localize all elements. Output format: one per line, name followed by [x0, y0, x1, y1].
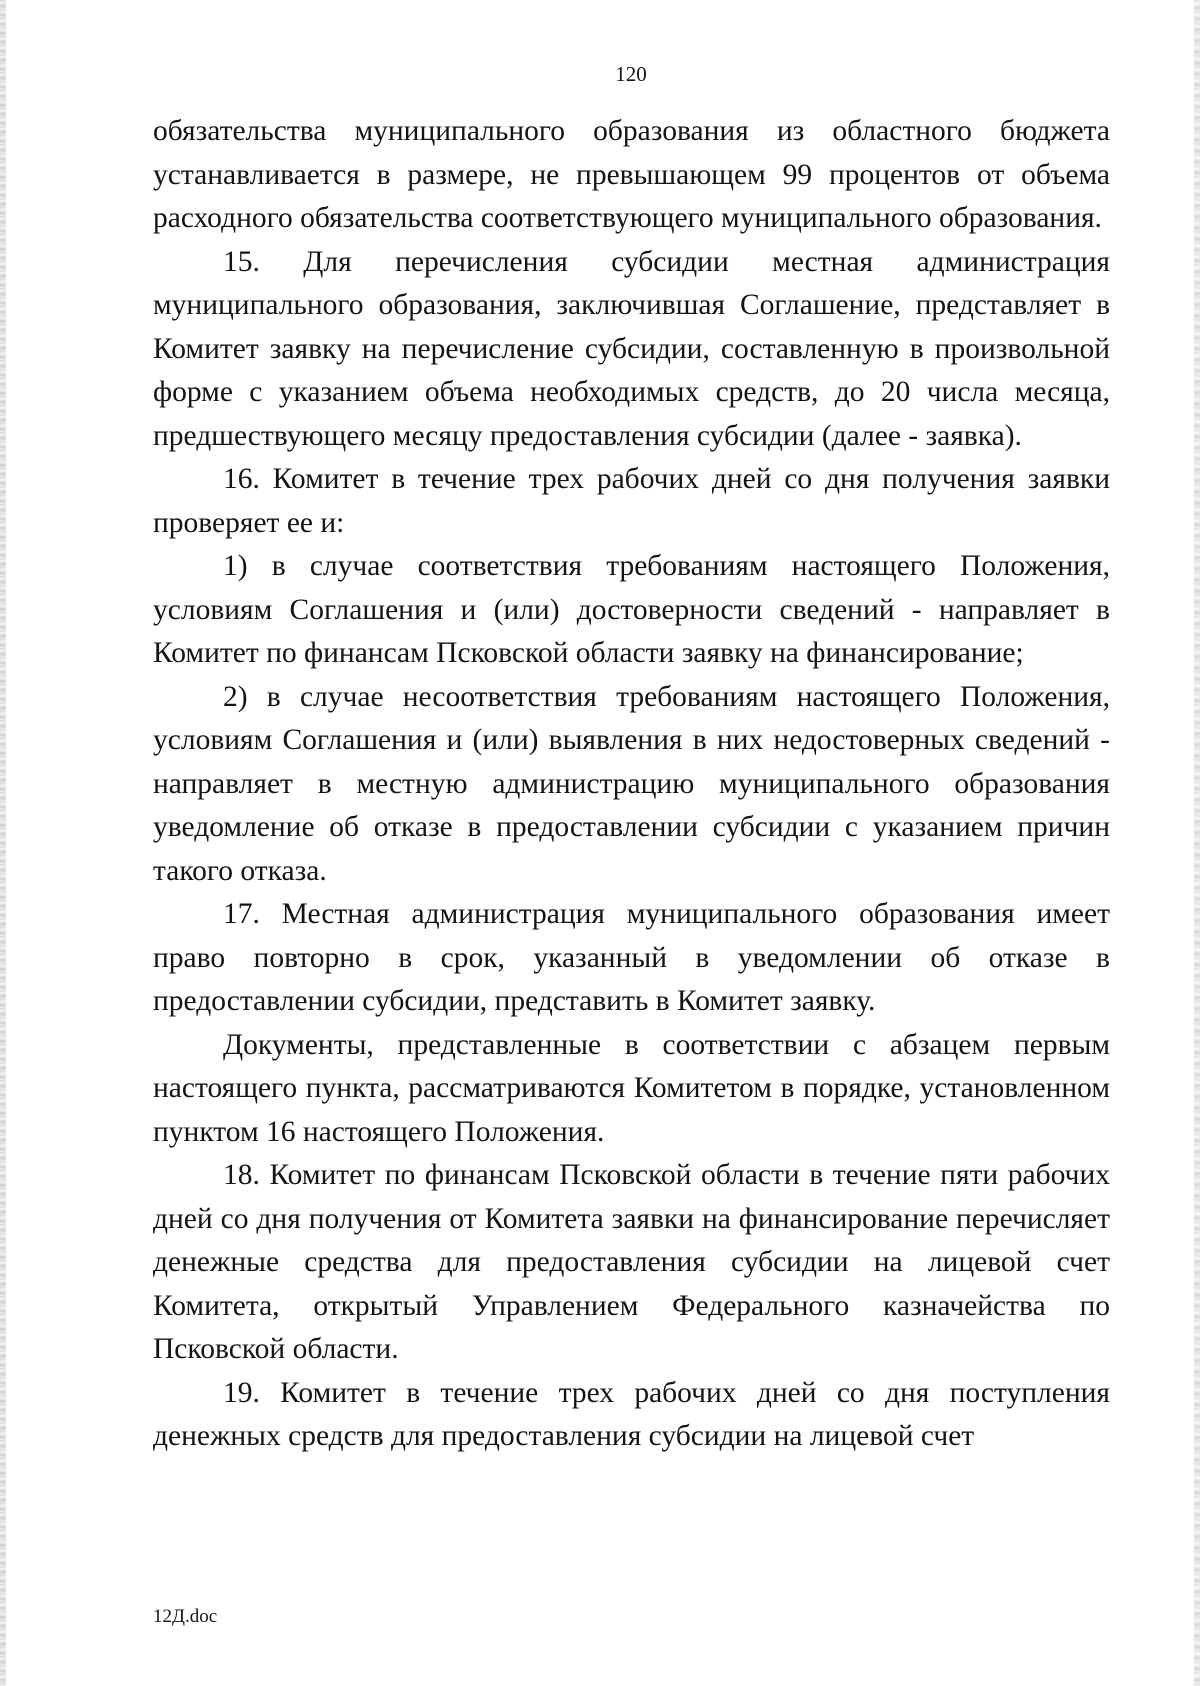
paragraph-item-16: 16. Комитет в течение трех рабочих дней со дня получения заявки проверяет ее и:	[153, 463, 1110, 539]
paragraph-item-19: 19. Комитет в течение трех рабочих дней со дня поступления денежных средств для предоставления субсидии на лицевой счет	[153, 1376, 1110, 1452]
footer-filename: 12Д.doc	[153, 1606, 218, 1627]
subparagraph-16-1: 1) в случае соответствия требованиям настоящего Положения, условиям Соглашения и (или) достоверности сведений - направляет в Комитет по финансам Псковской области заявку на финансирование;	[153, 550, 1110, 669]
scan-edge-left	[0, 0, 6, 1686]
scan-edge-right	[1194, 0, 1200, 1686]
subparagraph-16-2: 2) в случае несоответствия требованиям настоящего Положения, условиям Соглашения и (или) выявления в них недостоверных сведений - направляет в местную администрацию муниципального образования уведомление об отказе в предоставлении субсидии с указанием причин такого отказа.	[153, 680, 1110, 887]
paragraph-item-15: 15. Для перечисления субсидии местная администрация муниципального образования, заключившая Соглашение, представляет в Комитет заявку на перечисление субсидии, составленную в произвольной форме с указанием объема необходимых средств, до 20 числа месяца, предшествующего месяцу предоставления субсидии (далее - заявка).	[153, 245, 1110, 452]
paragraph-continuation: обязательства муниципального образования из областного бюджета устанавливается в размере, не превышающем 99 процентов от объема расходного обязательства соответствующего муниципального образования.	[153, 115, 1110, 234]
paragraph-item-18: 18. Комитет по финансам Псковской области в течение пяти рабочих дней со дня получения от Комитета заявки на финансирование перечисляет денежные средства для предоставления субсидии на лицевой счет Комитета, открытый Управлением Федерального казначейства по Псковской области.	[153, 1159, 1110, 1365]
page-number: 120	[615, 62, 647, 86]
paragraph-item-17: 17. Местная администрация муниципального образования имеет право повторно в срок, указанный в уведомлении об отказе в предоставлении субсидии, представить в Комитет заявку.	[153, 898, 1110, 1017]
paragraph-item-17-documents: Документы, представленные в соответствии с абзацем первым настоящего пункта, рассматриваются Комитетом в порядке, установленном пунктом 16 настоящего Положения.	[153, 1028, 1110, 1148]
document-body	[153, 110, 1110, 1459]
